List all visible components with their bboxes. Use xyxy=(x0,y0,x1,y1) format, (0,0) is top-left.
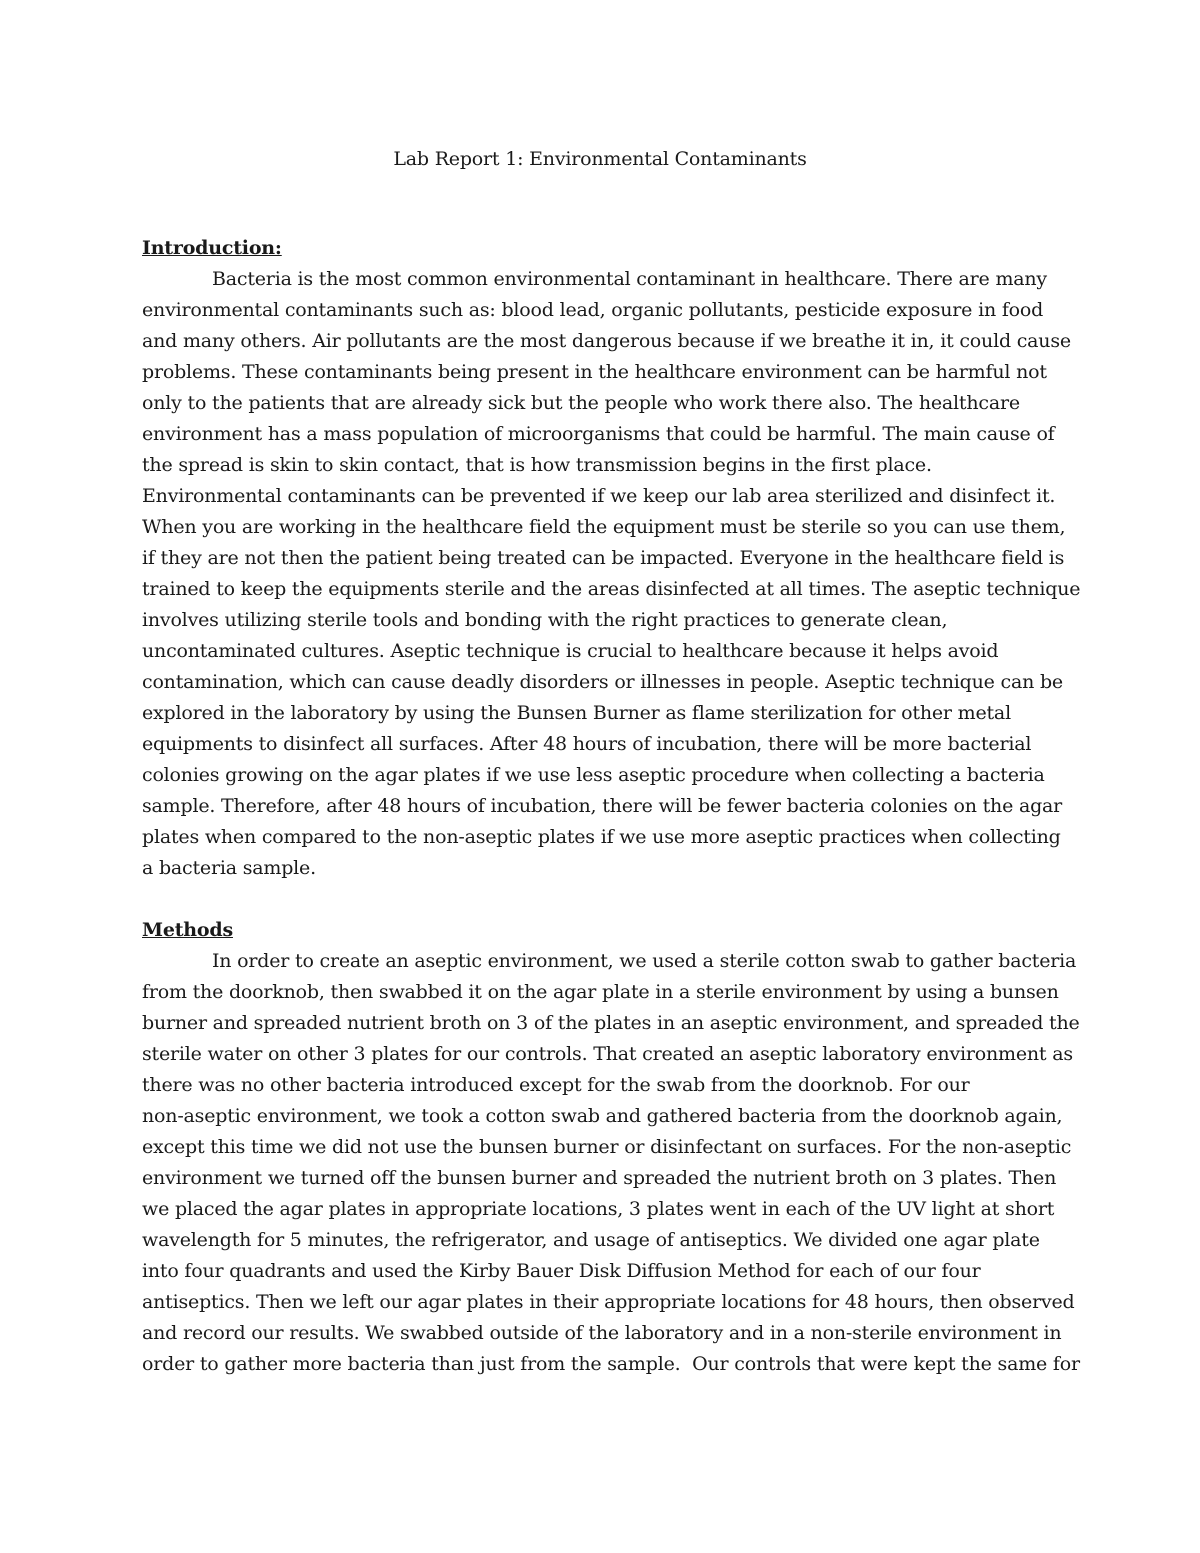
document-body xyxy=(142,233,1102,1380)
text-line: colonies growing on the agar plates if we use less aseptic procedure when collecting a bacteria xyxy=(142,764,1045,786)
text-line: equipments to disinfect all surfaces. After 48 hours of incubation, there will be more bacterial xyxy=(142,733,1032,755)
text-line: plates when compared to the non-aseptic plates if we use more aseptic practices when collecting xyxy=(142,826,1061,848)
text-line: When you are working in the healthcare field the equipment must be sterile so you can use them, xyxy=(142,516,1066,538)
text-line: from the doorknob, then swabbed it on the agar plate in a sterile environment by using a bunsen xyxy=(142,981,1059,1003)
text-line: trained to keep the equipments sterile and the areas disinfected at all times. The aseptic technique xyxy=(142,578,1081,600)
text-line: contamination, which can cause deadly disorders or illnesses in people. Aseptic technique can be xyxy=(142,671,1063,693)
text-line: environment has a mass population of microorganisms that could be harmful. The main cause of xyxy=(142,423,1055,445)
document-title: Lab Report 1: Environmental Contaminants xyxy=(393,148,807,170)
text-line: a bacteria sample. xyxy=(142,857,316,879)
text-line: In order to create an aseptic environment, we used a sterile cotton swab to gather bacteria xyxy=(212,950,1077,972)
text-line: the spread is skin to skin contact, that is how transmission begins in the first place. xyxy=(142,454,932,476)
text-line: only to the patients that are already sick but the people who work there also. The healthcare xyxy=(142,392,1020,414)
text-line: problems. These contaminants being present in the healthcare environment can be harmful not xyxy=(142,361,1047,383)
methods-paragraph xyxy=(142,946,1102,1380)
section-gap xyxy=(142,884,1102,915)
text-line: involves utilizing sterile tools and bonding with the right practices to generate clean, xyxy=(142,609,948,631)
text-line: we placed the agar plates in appropriate locations, 3 plates went in each of the UV light at short xyxy=(142,1198,1055,1220)
text-line: except this time we did not use the bunsen burner or disinfectant on surfaces. For the non-aseptic xyxy=(142,1136,1072,1158)
text-line: uncontaminated cultures. Aseptic technique is crucial to healthcare because it helps avoid xyxy=(142,640,999,662)
text-line: sterile water on other 3 plates for our controls. That created an aseptic laboratory environment as xyxy=(142,1043,1073,1065)
text-line: environment we turned off the bunsen burner and spreaded the nutrient broth on 3 plates. Then xyxy=(142,1167,1057,1189)
text-line: and record our results. We swabbed outside of the laboratory and in a non-sterile environment in xyxy=(142,1322,1062,1344)
text-line: antiseptics. Then we left our agar plates in their appropriate locations for 48 hours, then observed xyxy=(142,1291,1075,1313)
introduction-heading: Introduction: xyxy=(142,237,282,259)
text-line: burner and spreaded nutrient broth on 3 of the plates in an aseptic environment, and spreaded the xyxy=(142,1012,1080,1034)
text-line: there was no other bacteria introduced except for the swab from the doorknob. For our xyxy=(142,1074,970,1096)
text-line: Bacteria is the most common environmental contaminant in healthcare. There are many xyxy=(212,268,1047,290)
text-line: order to gather more bacteria than just from the sample. Our controls that were kept the same for xyxy=(142,1353,1080,1375)
text-line: if they are not then the patient being treated can be impacted. Everyone in the healthcare field is xyxy=(142,547,1065,569)
text-line: non-aseptic environment, we took a cotton swab and gathered bacteria from the doorknob again, xyxy=(142,1105,1063,1127)
text-line: into four quadrants and used the Kirby Bauer Disk Diffusion Method for each of our four xyxy=(142,1260,981,1282)
text-line: Environmental contaminants can be prevented if we keep our lab area sterilized and disinfect it. xyxy=(142,485,1056,507)
text-line: and many others. Air pollutants are the most dangerous because if we breathe it in, it could cause xyxy=(142,330,1071,352)
text-line: environmental contaminants such as: blood lead, organic pollutants, pesticide exposure in food xyxy=(142,299,1044,321)
methods-heading: Methods xyxy=(142,919,233,941)
text-line: wavelength for 5 minutes, the refrigerator, and usage of antiseptics. We divided one agar plate xyxy=(142,1229,1040,1251)
text-line: explored in the laboratory by using the Bunsen Burner as flame sterilization for other metal xyxy=(142,702,1011,724)
text-line: sample. Therefore, after 48 hours of incubation, there will be fewer bacteria colonies on the agar xyxy=(142,795,1063,817)
introduction-paragraph xyxy=(142,264,1102,884)
